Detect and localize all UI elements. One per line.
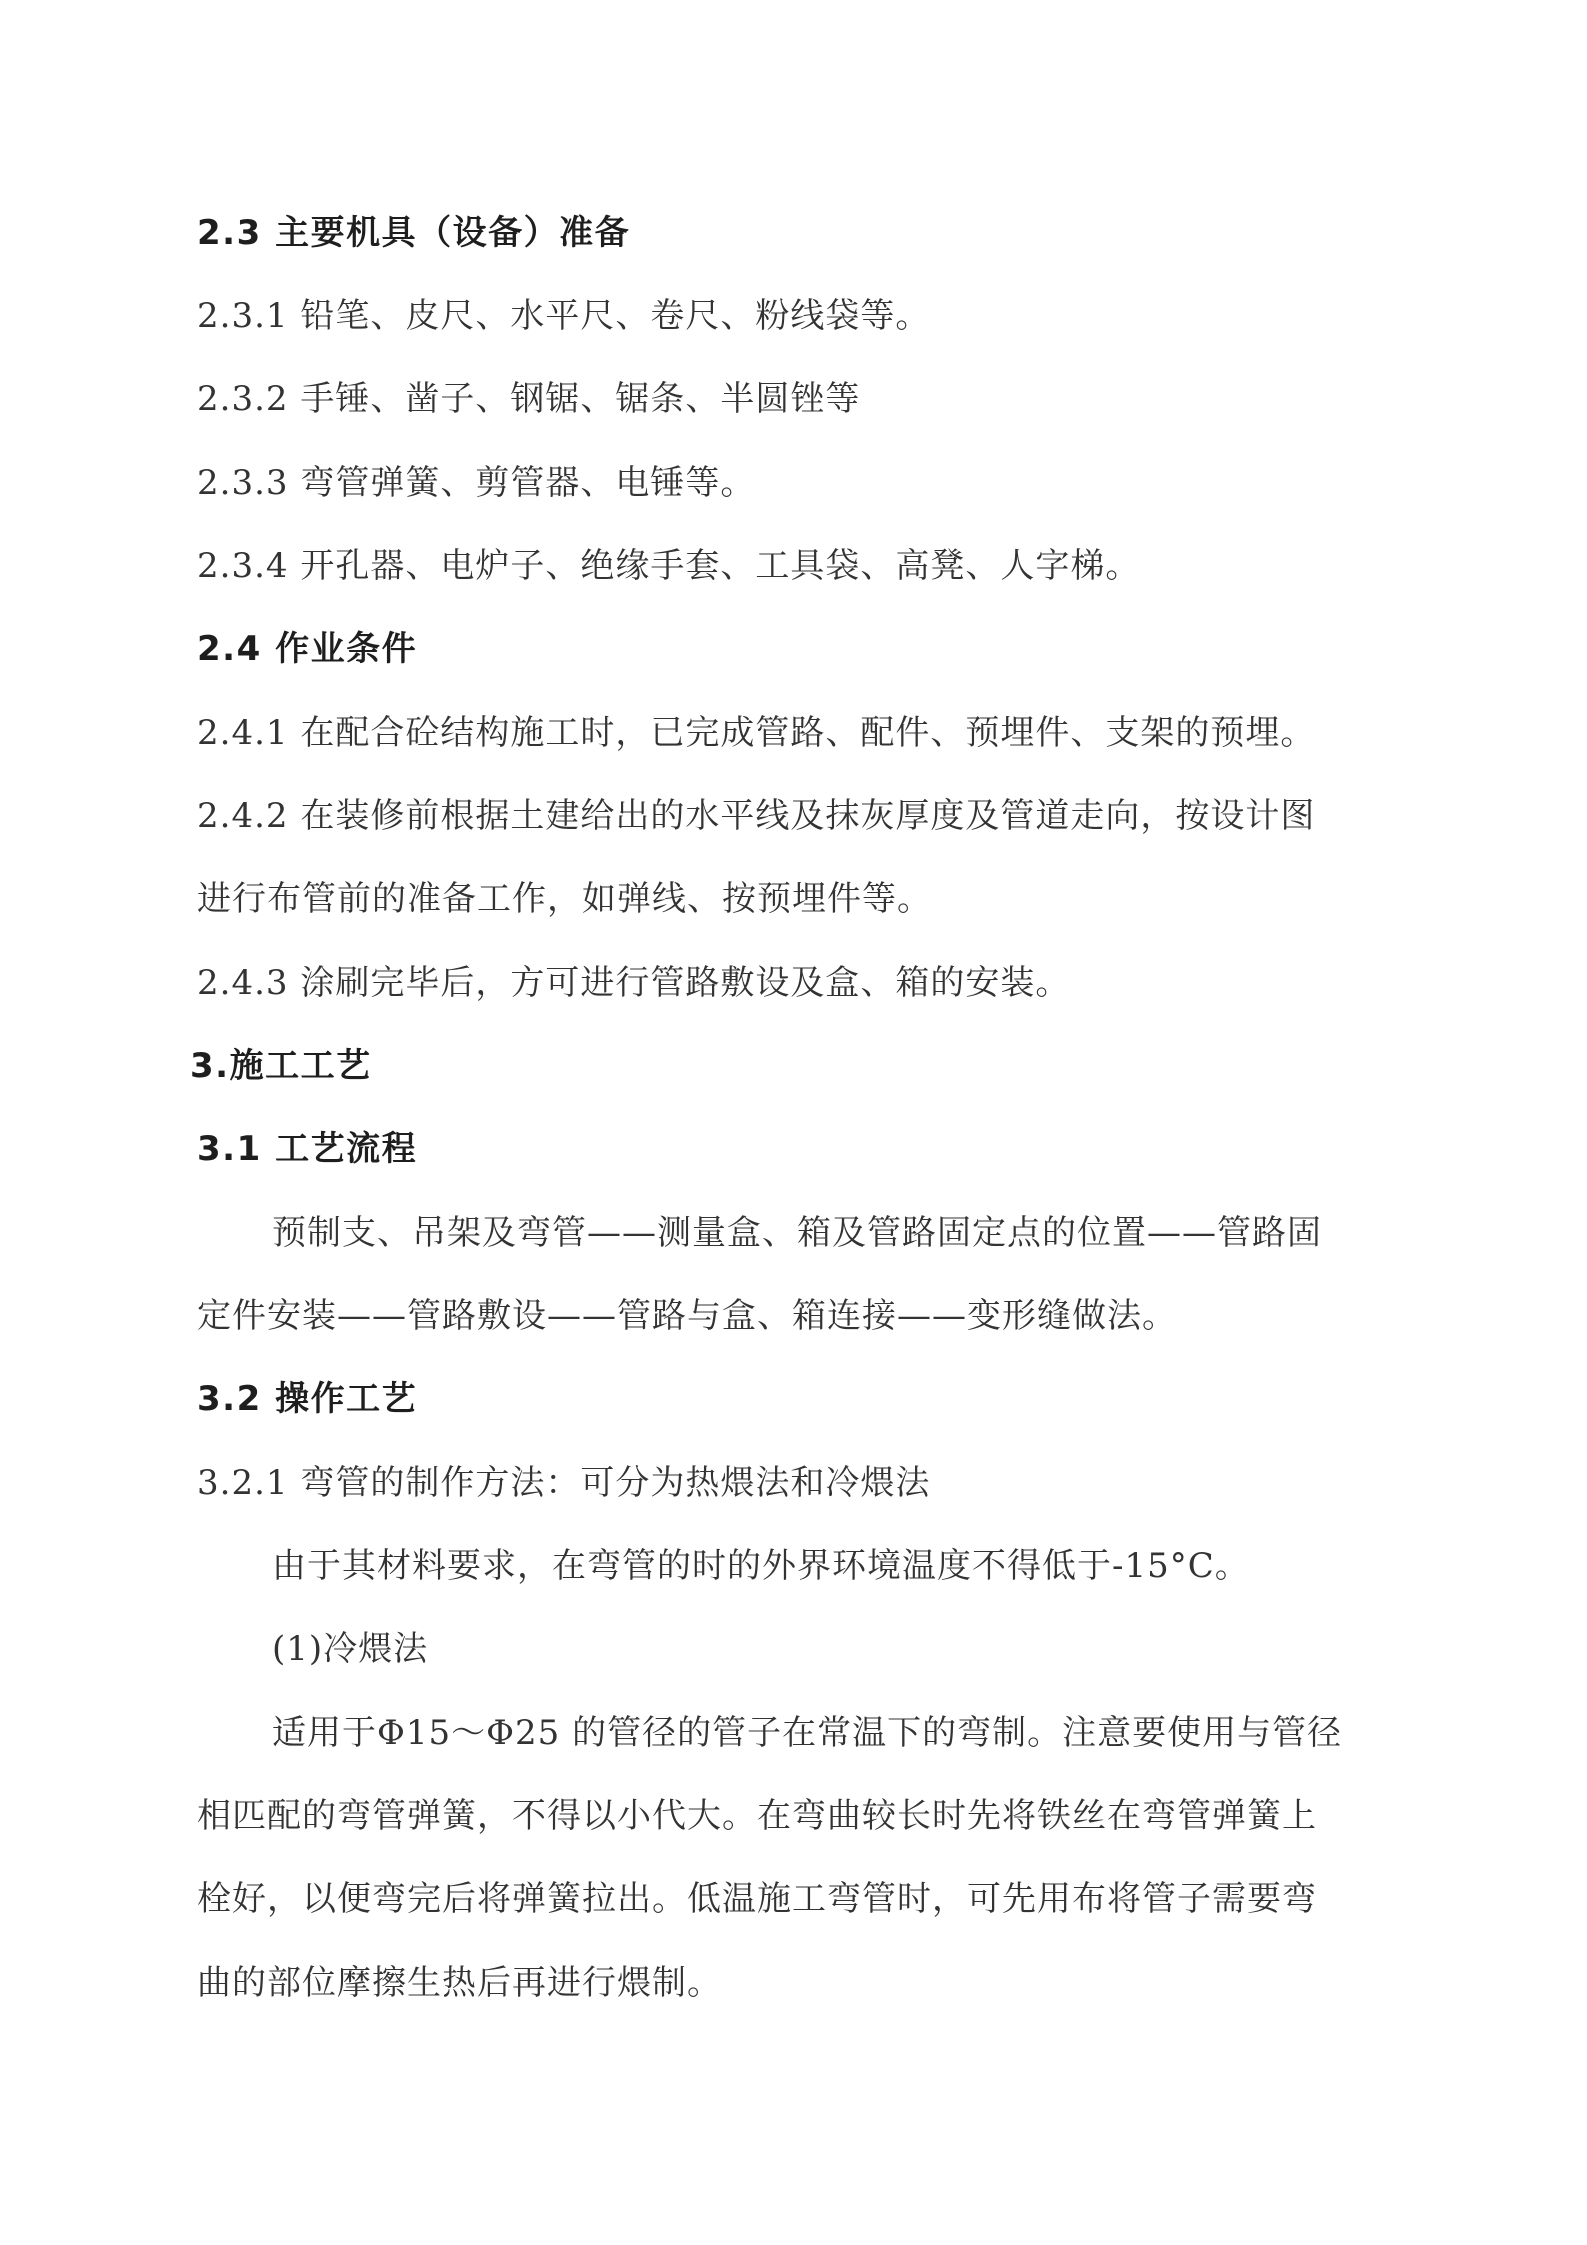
section-heading-3-1: 3.1 工艺流程 (197, 1129, 418, 1169)
paragraph-cold-bending-line-3: 栓好，以便弯完后将弹簧拉出。低温施工弯管时，可先用布将管子需要弯 (197, 1879, 1317, 1919)
paragraph-3-1-line-1: 预制支、吊架及弯管——测量盒、箱及管路固定点的位置——管路固 (272, 1213, 1322, 1253)
chapter-heading-3: 3.施工工艺 (190, 1046, 372, 1086)
paragraph-2-4-2-line-1: 2.4.2 在装修前根据土建给出的水平线及抹灰厚度及管道走向，按设计图 (197, 796, 1316, 836)
paragraph-2-3-1: 2.3.1 铅笔、皮尺、水平尺、卷尺、粉线袋等。 (197, 296, 931, 336)
paragraph-3-1-line-2: 定件安装——管路敷设——管路与盒、箱连接——变形缝做法。 (197, 1296, 1177, 1336)
paragraph-2-4-2-line-2: 进行布管前的准备工作，如弹线、按预埋件等。 (197, 879, 932, 919)
section-heading-2-4: 2.4 作业条件 (197, 629, 418, 669)
paragraph-cold-bending-title: (1)冷煨法 (272, 1629, 429, 1669)
paragraph-cold-bending-line-2: 相匹配的弯管弹簧，不得以小代大。在弯曲较长时先将铁丝在弯管弹簧上 (197, 1796, 1317, 1836)
paragraph-2-4-3: 2.4.3 涂刷完毕后，方可进行管路敷设及盒、箱的安装。 (197, 963, 1071, 1003)
paragraph-cold-bending-line-1: 适用于Φ15～Φ25 的管径的管子在常温下的弯制。注意要使用与管径 (272, 1713, 1343, 1753)
paragraph-2-3-4: 2.3.4 开孔器、电炉子、绝缘手套、工具袋、高凳、人字梯。 (197, 546, 1141, 586)
paragraph-temperature: 由于其材料要求，在弯管的时的外界环境温度不得低于-15°C。 (272, 1546, 1250, 1586)
section-heading-3-2: 3.2 操作工艺 (197, 1379, 418, 1419)
paragraph-cold-bending-line-4: 曲的部位摩擦生热后再进行煨制。 (197, 1963, 722, 2003)
section-heading-2-3: 2.3 主要机具（设备）准备 (197, 213, 631, 253)
paragraph-2-3-3: 2.3.3 弯管弹簧、剪管器、电锤等。 (197, 463, 756, 503)
paragraph-2-3-2: 2.3.2 手锤、凿子、钢锯、锯条、半圆锉等 (197, 379, 861, 419)
paragraph-3-2-1: 3.2.1 弯管的制作方法：可分为热煨法和冷煨法 (197, 1463, 931, 1503)
paragraph-2-4-1: 2.4.1 在配合砼结构施工时，已完成管路、配件、预埋件、支架的预埋。 (197, 713, 1316, 753)
